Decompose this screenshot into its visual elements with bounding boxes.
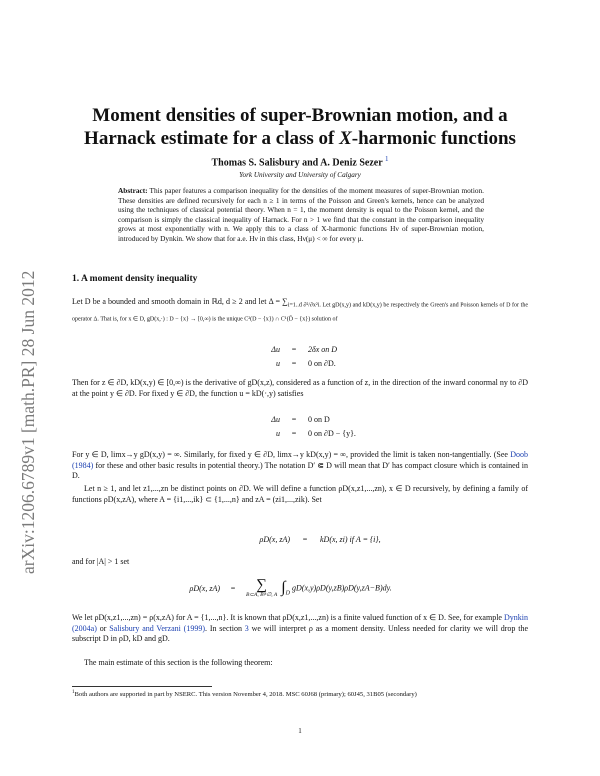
paper-title xyxy=(60,104,540,150)
authors xyxy=(60,155,540,168)
abstract-label: Abstract: xyxy=(118,186,148,195)
section-3-link[interactable]: 3 xyxy=(244,623,249,633)
title-line-2-var: X xyxy=(339,128,352,149)
p6-mid2: . In section xyxy=(205,623,245,633)
eq-a2-rhs: 0 on ∂D. xyxy=(308,359,336,368)
eq-a1-rhs: 2δx on D xyxy=(308,345,338,354)
eq-b2: u = 0 on ∂D − {y}. xyxy=(250,429,356,438)
paragraph-3 xyxy=(72,450,528,482)
eq-b1-lhs: Δu xyxy=(271,415,280,424)
abstract xyxy=(118,186,484,243)
eq2-rhs: gD(x,y)ρD(y,zB)ρD(y,zA−B)dy. xyxy=(292,583,392,593)
p1-part-b: i=1..d ∂²/∂x²i. Let gD(x,y) and kD(x,y) be respectively the Green's and Poisson kernels of D for the operator Δ. That is, for x ∈ D, gD(x,·) : D − {x} → [0,∞) is the unique C²(D − {x}) ∩ C¹(D̄ − {x}) solution of xyxy=(72,302,529,323)
p6-mid: or xyxy=(96,623,110,633)
footnote xyxy=(72,689,528,700)
eq-a2-lhs: u xyxy=(276,359,280,368)
eq1-lhs: ρD(x, zA) xyxy=(259,535,290,544)
footnote-marker: 1 xyxy=(72,690,75,695)
author-footnote-link[interactable]: 1 xyxy=(384,155,389,163)
title-line-2 xyxy=(60,127,540,150)
citation-dynkin[interactable]: Dynkin (2004a) xyxy=(72,613,528,633)
eq-b1: Δu = 0 on D xyxy=(250,415,330,424)
title-line-2-pre: Harnack estimate for a class of xyxy=(84,128,340,149)
author-names: Thomas S. Salisbury and A. Deniz Sezer xyxy=(211,157,383,169)
footnote-text: Both authors are supported in part by NSERC. This version November 4, 2018. MSC 60J68 (primary); 60J45, 31B05 (secondary) xyxy=(74,691,417,699)
title-line-2-post: -harmonic functions xyxy=(351,128,516,149)
p1-part-a: Let D be a bounded and smooth domain in ℝd, d ≥ 2 and let Δ = ∑ xyxy=(72,297,288,306)
eq-b2-lhs: u xyxy=(276,429,280,438)
paragraph-6 xyxy=(72,613,528,645)
p6-post: we will interpret ρ as a moment density. Unless needed for clarity we will drop the subscript D in ρD, kD and gD. xyxy=(72,623,529,643)
citation-doob-year[interactable]: (1984) xyxy=(72,460,94,470)
paragraph-1 xyxy=(72,297,528,325)
arxiv-id[interactable]: arXiv:1206.6789v1 [math.PR] 28 Jun 2012 xyxy=(18,270,38,574)
paragraph-5: and for |A| > 1 set xyxy=(72,557,130,566)
p6-pre: We let ρD(x,z1,...,zn) = ρ(x,zA) for A = {1,...,n}. It is known that ρD(x,z1,...,zn) is a finite valued function of x ∈ D. See, for example xyxy=(72,613,504,622)
footnote-rule xyxy=(72,686,212,687)
affiliation: York University and University of Calgary xyxy=(239,171,361,179)
eq2-sum-symbol: ∑ xyxy=(256,577,267,593)
eq1-row: ρD(x, zA) = kD(x, zi) if A = {i}, xyxy=(218,535,381,544)
paragraph-7: The main estimate of this section is the following theorem: xyxy=(84,658,273,667)
eq-a1-lhs: Δu xyxy=(271,345,280,354)
eq2-sum-sub: B⊂A, B≠∅, A xyxy=(246,592,278,598)
title-line-1: Moment densities of super-Brownian motion, and a xyxy=(92,105,508,126)
p3-pre: For y ∈ D, limx→y gD(x,y) = ∞. Similarly, for fixed y ∈ ∂D, limx→y kD(x,y) = ∞, provided the limit is taken non-tangentially. (See xyxy=(72,450,511,459)
citation-doob[interactable]: Doob xyxy=(510,450,528,459)
paragraph-2: Then for z ∈ ∂D, kD(x,y) ∈ [0,∞) is the derivative of gD(x,z), considered as a function of z, in the direction of the inward conormal ny to ∂D at the point y ∈ ∂D. For fixed y ∈ ∂D, the function u = kD(·,y) satisfies xyxy=(72,378,528,398)
eq1-rhs: kD(x, zi) if A = {i}, xyxy=(320,535,381,544)
eq2-integral xyxy=(281,579,290,597)
eq-a2: u = 0 on ∂D. xyxy=(250,359,336,368)
arxiv-stamp-svg xyxy=(8,176,44,576)
eq-b2-rhs: 0 on ∂D − {y}. xyxy=(308,429,356,438)
page-number: 1 xyxy=(298,727,302,735)
eq2-sum xyxy=(246,578,277,598)
eq-a1: Δu = 2δx on D xyxy=(250,345,337,354)
arxiv-stamp xyxy=(8,176,44,576)
abstract-text: This paper features a comparison inequality for the densities of the moment measures of super-Brownian motion. These densities are defined recursively for each n ≥ 1 in terms of the Poisson and Green's kernels, hence can be analyzed using the techniques of classical potential theory. When n = 1, the moment density is equal to the Poisson kernel, and the comparison is simply the classical inequality of Harnack. For n > 1 we find that the constant in the comparison inequality grows at most exponentially with n. We apply this to a class of X-harmonic functions Hν of super-Brownian motion, introduced by Dynkin. We show that for a.e. Hν in this class, Hν(μ) < ∞ for every μ. xyxy=(118,186,484,243)
section-heading: 1. A moment density inequality xyxy=(72,274,198,284)
eq2-lhs: ρD(x, zA) xyxy=(189,583,220,593)
eq2-int-sub: D xyxy=(285,590,290,597)
paragraph-4: Let n ≥ 1, and let z1,...,zn be distinct points on ∂D. We will define a function ρD(x,z1,...,zn), x ∈ D recursively, by defining a family of functions ρD(x,zA), where A = {i1,...,ik} ⊂ {1,...,n} and zA = (zi1,...,zik). Set xyxy=(72,484,528,504)
eq-b1-rhs: 0 on D xyxy=(308,415,330,424)
eq2-int-symbol: ∫ xyxy=(281,579,286,596)
p3-post: for these and other basic results in potential theory.) The notation D′ ⋐ D will mean that D′ has compact closure which is contained in D. xyxy=(72,460,528,480)
citation-salisbury-verzani[interactable]: Salisbury and Verzani (1999) xyxy=(109,623,206,633)
eq2-row: ρD(x, zA) = ∑ B⊂A, B≠∅, A $\int_D$ gD(x,y)ρD(y,zB)ρD(y,zA−B)dy. xyxy=(160,578,392,598)
